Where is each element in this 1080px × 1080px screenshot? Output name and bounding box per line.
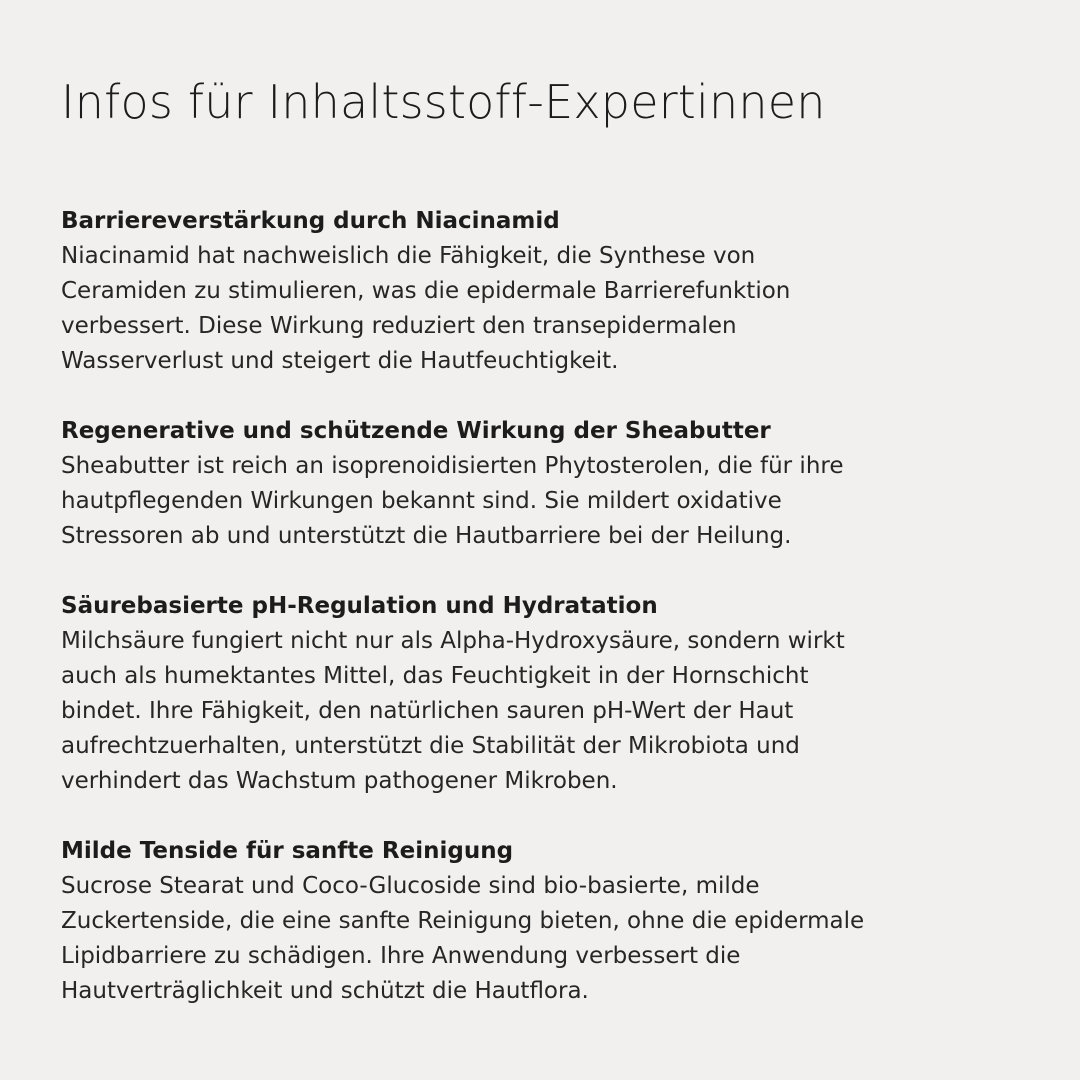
section-heading: Barriereverstärkung durch Niacinamid [61, 208, 560, 234]
section-ph-regulation [61, 589, 1051, 799]
body-line: Stressoren ab und unterstützt die Hautbarriere bei der Heilung. [61, 523, 792, 549]
body-line: Ceramiden zu stimulieren, was die epidermale Barrierefunktion [61, 278, 791, 304]
section-body [61, 869, 1051, 1009]
section-niacinamide [61, 204, 1051, 379]
body-line: Milchsäure fungiert nicht nur als Alpha-Hydroxysäure, sondern wirkt [61, 628, 845, 654]
body-line: Zuckertenside, die eine sanfte Reinigung bieten, ohne die epidermale [61, 908, 865, 934]
section-body [61, 449, 1051, 554]
body-line: aufrechtzuerhalten, unterstützt die Stabilität der Mikrobiota und [61, 733, 800, 759]
body-line: verbessert. Diese Wirkung reduziert den transepidermalen [61, 313, 737, 339]
section-body [61, 239, 1051, 379]
body-line: hautpflegenden Wirkungen bekannt sind. Sie mildert oxidative [61, 488, 782, 514]
body-line: Niacinamid hat nachweislich die Fähigkeit, die Synthese von [61, 243, 756, 269]
section-heading: Milde Tenside für sanfte Reinigung [61, 838, 514, 864]
body-line: bindet. Ihre Fähigkeit, den natürlichen sauren pH-Wert der Haut [61, 698, 794, 724]
body-line: auch als humektantes Mittel, das Feuchtigkeit in der Hornschicht [61, 663, 809, 689]
body-line: Hautverträglichkeit und schützt die Hautflora. [61, 978, 589, 1004]
section-tenside [61, 834, 1051, 1009]
sections-list [61, 204, 1051, 1044]
section-heading: Regenerative und schützende Wirkung der Sheabutter [61, 418, 771, 444]
section-heading: Säurebasierte pH-Regulation und Hydratation [61, 593, 658, 619]
body-line: Lipidbarriere zu schädigen. Ihre Anwendung verbessert die [61, 943, 741, 969]
page-title: Infos für Inhaltsstoff-Expertinnen [61, 75, 826, 129]
section-body [61, 624, 1051, 799]
section-sheabutter [61, 414, 1051, 554]
body-line: verhindert das Wachstum pathogener Mikroben. [61, 768, 618, 794]
body-line: Wasserverlust und steigert die Hautfeuchtigkeit. [61, 348, 619, 374]
body-line: Sucrose Stearat und Coco-Glucoside sind bio-basierte, milde [61, 873, 760, 899]
body-line: Sheabutter ist reich an isoprenoidisierten Phytosterolen, die für ihre [61, 453, 844, 479]
